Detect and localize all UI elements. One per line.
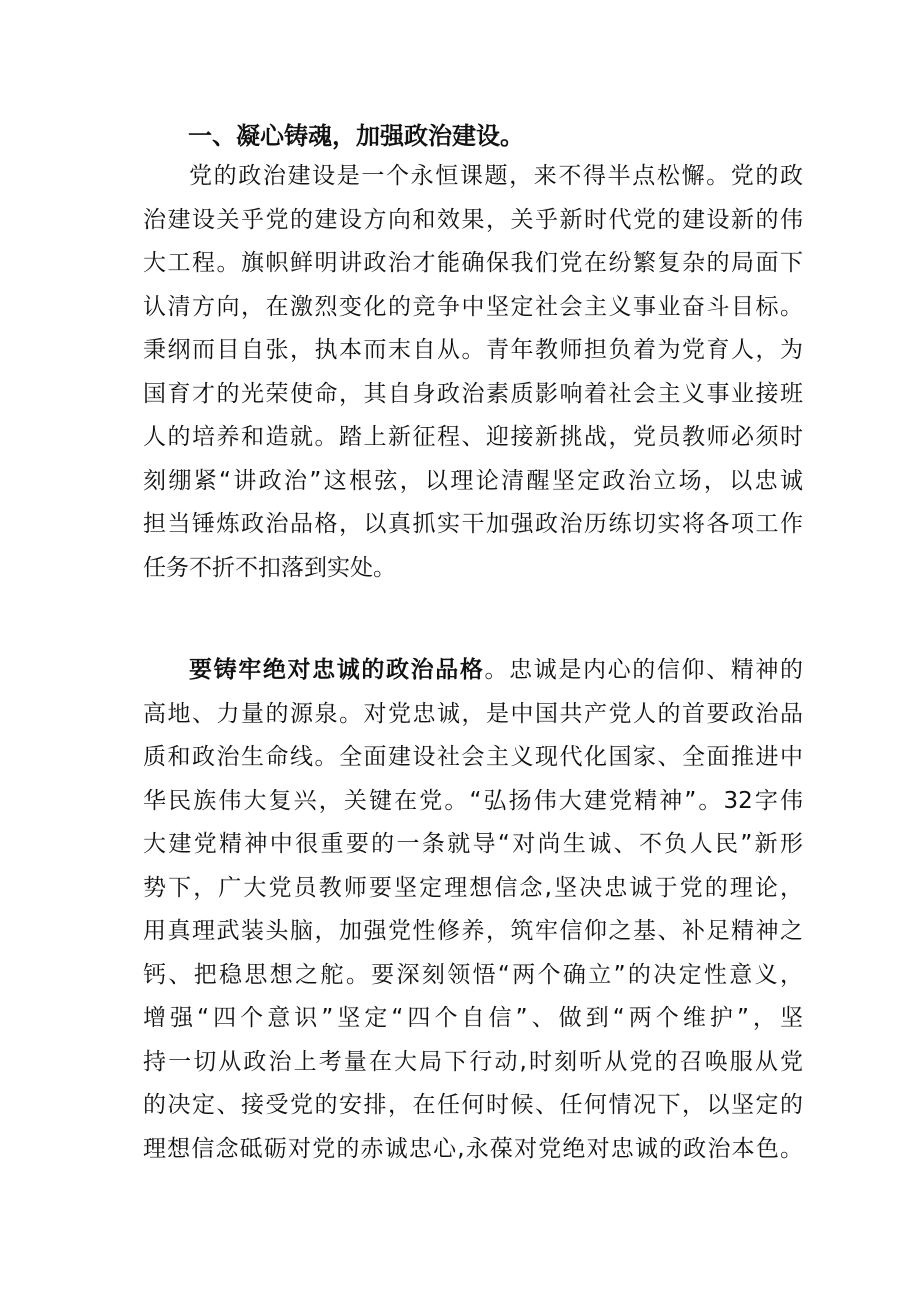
- paragraph-line: 任务不折不扣落到实处。: [143, 554, 396, 581]
- paragraph-line: 理想信念砥砺对党的赤诚忠心,永葆对党绝对忠诚的政治本色。: [143, 1135, 803, 1162]
- paragraph-line: 钙、把稳思想之舵。要深刻领悟“两个确立”的决定性意义，: [143, 961, 803, 988]
- paragraph-line: 华民族伟大复兴，关键在党。“弘扬伟大建党精神”。32字伟: [143, 787, 803, 814]
- paragraph-political-building: [143, 155, 803, 590]
- paragraph-first-line: [143, 649, 803, 693]
- paragraph-line: 势下，广大党员教师要坚定理想信念,坚决忠诚于党的理论，: [143, 874, 803, 901]
- paragraph-line: 治建设关乎党的建设方向和效果，关乎新时代党的建设新的伟: [143, 206, 803, 233]
- paragraph-line: 大建党精神中很重要的一条就导“对尚生诚、不负人民”新形: [143, 831, 803, 857]
- paragraph-line: 高地、力量的源泉。对党忠诚，是中国共产党人的首要政治品: [143, 700, 803, 727]
- paragraph-line: 大工程。旗帜鲜明讲政治才能确保我们党在纷繁复杂的局面下: [143, 250, 803, 276]
- paragraph-line: 持一切从政治上考量在大局下行动,时刻听从党的召唤服从党: [143, 1048, 803, 1075]
- paragraph-lead-bold: 要铸牢绝对忠诚的政治品格: [189, 657, 485, 683]
- paragraph-line: 的决定、接受党的安排，在任何时候、任何情况下，以坚定的: [143, 1092, 803, 1118]
- paragraph-line: 刻绷紧“讲政治”这根弦，以理论清醒坚定政治立场，以忠诚: [143, 467, 803, 494]
- paragraph-line: 秉纲而目自张，执本而末自从。青年教师担负着为党育人，为: [143, 337, 803, 363]
- paragraph-line: 质和政治生命线。全面建设社会主义现代化国家、全面推进中: [143, 744, 803, 770]
- paragraph-lead-rest: 。忠诚是内心的信仰、精神的: [484, 657, 803, 683]
- paragraph-line: 增强“四个意识”坚定“四个自信”、做到“两个维护”，坚: [143, 1005, 803, 1031]
- paragraph-line: 国育才的光荣使命，其自身政治素质影响着社会主义事业接班: [143, 380, 803, 407]
- paragraph-loyalty: [143, 649, 803, 1171]
- paragraph-line: 用真理武装头脑，加强党性修养，筑牢信仰之基、补足精神之: [143, 918, 803, 944]
- paragraph-line: 人的培养和造就。踏上新征程、迎接新挑战，党员教师必须时: [143, 424, 803, 450]
- section-heading: 一、凝心铸魂，加强政治建设。: [188, 122, 524, 150]
- paragraph-line: 认清方向，在激烈变化的竞争中坚定社会主义事业奋斗目标。: [143, 293, 803, 320]
- paragraph-line: 担当锤炼政治品格，以真抓实干加强政治历练切实将各项工作: [143, 511, 803, 537]
- paragraph-line: 党的政治建设是一个永恒课题，来不得半点松懈。党的政: [189, 163, 803, 189]
